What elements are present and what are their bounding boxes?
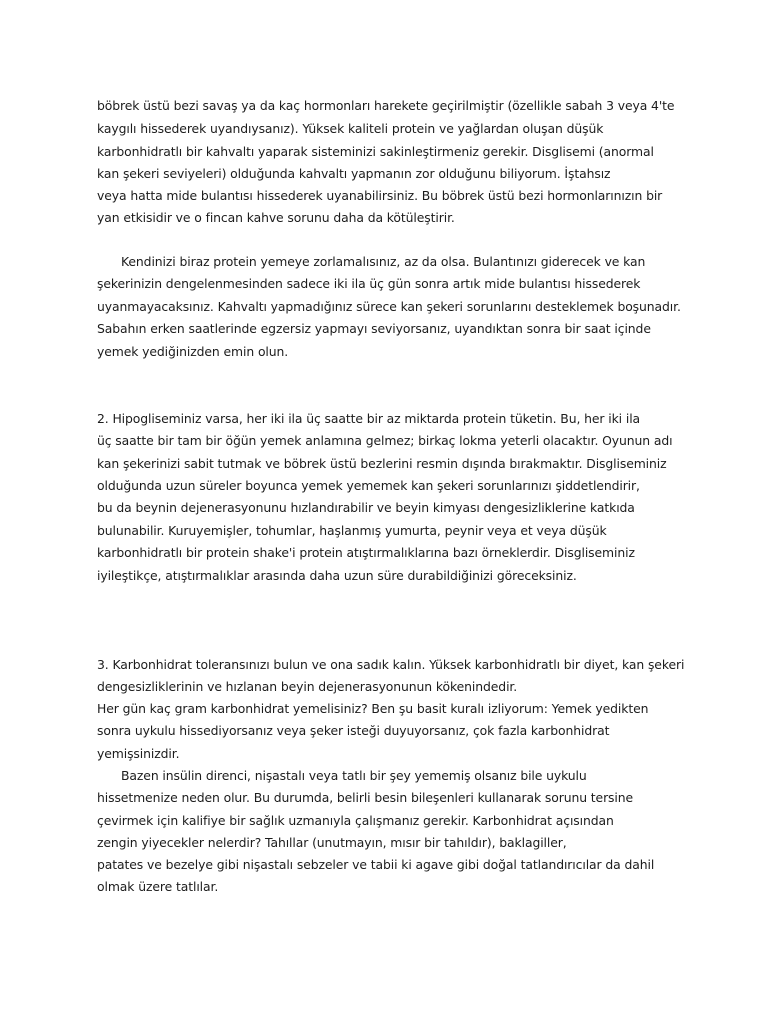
text-line: yemek yediğinizden emin olun. <box>97 344 289 359</box>
text-line: olduğunda uzun süreler boyunca yemek yememek kan şekeri sorunlarınızı şiddetlendirir, <box>97 478 640 493</box>
text-line: kan şekerinizi sabit tutmak ve böbrek üstü bezlerini resmin dışında bırakmaktır. Disgliseminiz <box>97 456 667 471</box>
text-line: 3. Karbonhidrat toleransınızı bulun ve ona sadık kalın. Yüksek karbonhidratlı bir diyet, kan şekeri <box>97 657 685 672</box>
text-line: üç saatte bir tam bir öğün yemek anlamına gelmez; birkaç lokma yeterli olacaktır. Oyunun adı <box>97 433 673 448</box>
text-line: Bazen insülin direnci, nişastalı veya tatlı bir şey yememiş olsanız bile uykulu <box>121 768 587 783</box>
text-line: bulunabilir. Kuruyemişler, tohumlar, haşlanmış yumurta, peynir veya et veya düşük <box>97 523 607 538</box>
text-line: Her gün kaç gram karbonhidrat yemelisiniz? Ben şu basit kuralı izliyorum: Yemek yedikten <box>97 701 649 716</box>
text-line: olmak üzere tatlılar. <box>97 879 219 894</box>
text-line: patates ve bezelye gibi nişastalı sebzeler ve tabii ki agave gibi doğal tatlandırıcılar da dahil <box>97 857 655 872</box>
text-line: zengin yiyecekler nelerdir? Tahıllar (unutmayın, mısır bir tahıldır), baklagiller, <box>97 835 567 850</box>
text-line: iyileştikçe, atıştırmalıklar arasında daha uzun süre durabildiğinizi göreceksiniz. <box>97 568 577 583</box>
text-line: 2. Hipogliseminiz varsa, her iki ila üç saatte bir az miktarda protein tüketin. Bu, her iki ila <box>97 411 641 426</box>
text-line: karbonhidratlı bir protein shake'i protein atıştırmalıklarına bazı örneklerdir. Disgliseminiz <box>97 545 635 560</box>
text-line: kaygılı hissederek uyandıysanız). Yüksek kaliteli protein ve yağlardan oluşan düşük <box>97 121 604 136</box>
text-line: veya hatta mide bulantısı hissederek uyanabilirsiniz. Bu böbrek üstü bezi hormonlarınızın bir <box>97 188 663 203</box>
text-line: hissetmenize neden olur. Bu durumda, belirli besin bileşenleri kullanarak sorunu tersine <box>97 790 634 805</box>
text-line: Kendinizi biraz protein yemeye zorlamalısınız, az da olsa. Bulantınızı giderecek ve kan <box>121 254 646 269</box>
text-line: bu da beynin dejenerasyonunu hızlandırabilir ve beyin kimyası dengesizliklerine katkıda <box>97 500 635 515</box>
text-line: Sabahın erken saatlerinde egzersiz yapmayı seviyorsanız, uyandıktan sonra bir saat içinde <box>97 321 651 336</box>
text-line: çevirmek için kalifiye bir sağlık uzmanıyla çalışmanız gerekir. Karbonhidrat açısından <box>97 813 614 828</box>
text-line: sonra uykulu hissediyorsanız veya şeker isteği duyuyorsanız, çok fazla karbonhidrat <box>97 723 610 738</box>
text-line: kan şekeri seviyeleri) olduğunda kahvaltı yapmanın zor olduğunu biliyorum. İştahsız <box>97 166 611 181</box>
text-line: yan etkisidir ve o fincan kahve sorunu daha da kötüleştirir. <box>97 210 455 225</box>
text-line: yemişsinizdir. <box>97 746 180 761</box>
text-line: dengesizliklerinin ve hızlanan beyin dejenerasyonunun kökenindedir. <box>97 679 518 694</box>
text-line: şekerinizin dengelenmesinden sadece iki ila üç gün sonra artık mide bulantısı hissederek <box>97 276 641 291</box>
text-line: uyanmayacaksınız. Kahvaltı yapmadığınız sürece kan şekeri sorunlarını desteklemek boşunadır. <box>97 299 681 314</box>
text-line: böbrek üstü bezi savaş ya da kaç hormonları harekete geçirilmiştir (özellikle sabah 3 veya 4'te <box>97 98 675 113</box>
text-line: karbonhidratlı bir kahvaltı yaparak sisteminizi sakinleştirmeniz gerekir. Disglisemi (anormal <box>97 144 654 159</box>
